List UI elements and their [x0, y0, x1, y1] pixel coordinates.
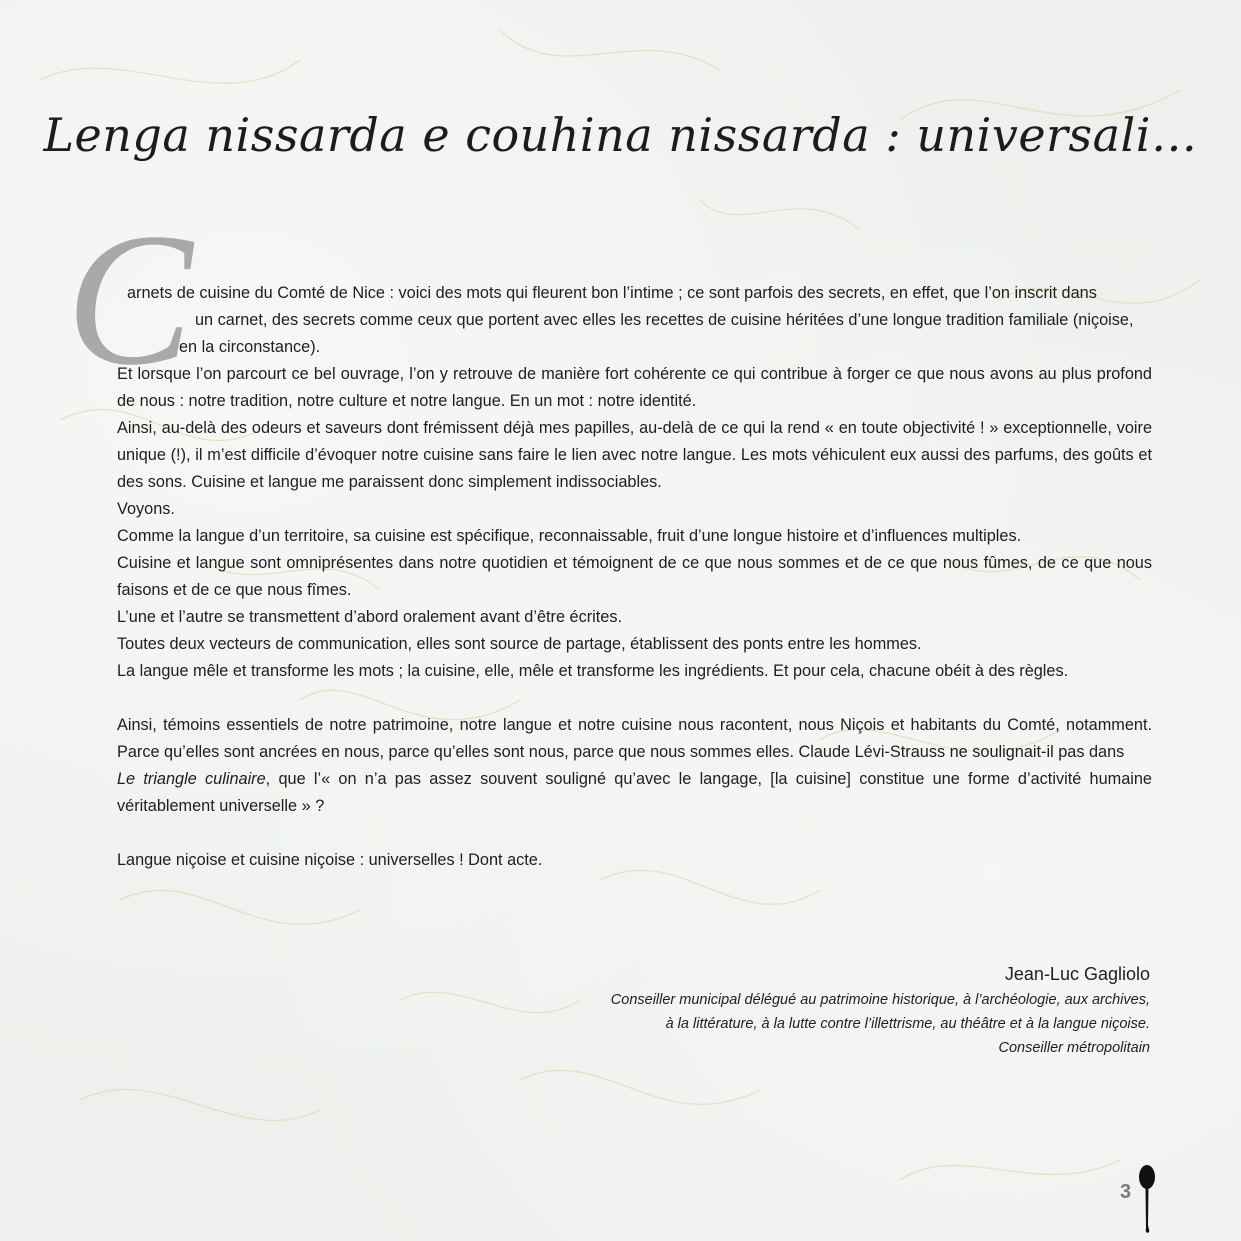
paragraph: Cuisine et langue sont omniprésentes dans notre quotidien et témoignent de ce que nous sommes et de ce que nous fûmes, de ce que nous faisons et de ce que nous fîmes. — [117, 554, 1152, 599]
body-text — [117, 280, 1152, 874]
paragraph: Voyons. — [117, 500, 175, 518]
quote-rest: , que l’« on n’a pas assez souvent souligné qu’avec le langage, [la cuisine] constitue une forme d’activité humaine véritablement universelle » ? — [117, 770, 1152, 815]
signature-block — [450, 962, 1150, 1060]
spoon-icon — [1136, 1164, 1158, 1234]
paragraph: La langue mêle et transforme les mots ; la cuisine, elle, mêle et transforme les ingrédients. Et pour cela, chacune obéit à des règles. — [117, 662, 1069, 680]
paragraph: Ainsi, au-delà des odeurs et saveurs dont frémissent déjà mes papilles, au-delà de ce qui la rend « en toute objectivité ! » exceptionnelle, voire unique (!), il m’est difficile d’évoquer notre cuisine sans faire le lien avec notre langue. Les mots véhiculent eux aussi des parfums, des goûts et des sons. Cuisine et langue me paraissent donc simplement indissociables. — [117, 419, 1152, 491]
paragraph: L’une et l’autre se transmettent d’abord oralement avant d’être écrites. — [117, 608, 623, 626]
signature-name: Jean-Luc Gagliolo — [1004, 964, 1150, 984]
signature-role-line-1: Conseiller municipal délégué au patrimoine historique, à l’archéologie, aux archives, — [610, 992, 1150, 1008]
page-number: 3 — [1120, 1181, 1132, 1203]
drop-cap: C — [66, 195, 193, 405]
paragraph-line-3: en la circonstance). — [179, 338, 321, 356]
paragraph: Comme la langue d’un territoire, sa cuisine est spécifique, reconnaissable, fruit d’une longue histoire et d’influences multiples. — [117, 527, 1022, 545]
paragraph-line-2: un carnet, des secrets comme ceux que portent avec elles les recettes de cuisine héritées d’une longue tradition familiale (niçoise, — [195, 311, 1134, 329]
paragraph: Et lorsque l’on parcourt ce bel ouvrage, l’on y retrouve de manière fort cohérente ce qui contribue à forger ce que nous avons au plus profond de nous : notre tradition, notre culture et notre langue. En un mot : notre identité. — [117, 365, 1152, 410]
quote-intro: Ainsi, témoins essentiels de notre patrimoine, notre langue et notre cuisine nous racontent, nous Niçois et habitants du Comté, notamment. Parce qu’elles sont ancrées en nous, parce qu’elles sont nous, parce que nous sommes elles. Claude Lévi-Strauss ne soulignait-il pas dans — [117, 716, 1152, 761]
signature-role-line-3: Conseiller métropolitain — [998, 1040, 1150, 1056]
closing-line: Langue niçoise et cuisine niçoise : universelles ! Dont acte. — [117, 851, 543, 869]
paragraph-line-1: arnets de cuisine du Comté de Nice : voici des mots qui fleurent bon l’intime ; ce sont parfois des secrets, en effet, que l’on inscrit dans — [127, 284, 1097, 302]
paragraph-quote — [117, 712, 1152, 820]
page-title: Lenga nissarda e couhina nissarda : universali… — [43, 108, 1198, 162]
paragraph: Toutes deux vecteurs de communication, elles sont source de partage, établissent des ponts entre les hommes. — [117, 635, 922, 653]
quote-source: Le triangle culinaire — [117, 770, 266, 788]
signature-role-line-2: à la littérature, à la lutte contre l’illettrisme, au théâtre et à la langue niçoise. — [665, 1016, 1150, 1032]
